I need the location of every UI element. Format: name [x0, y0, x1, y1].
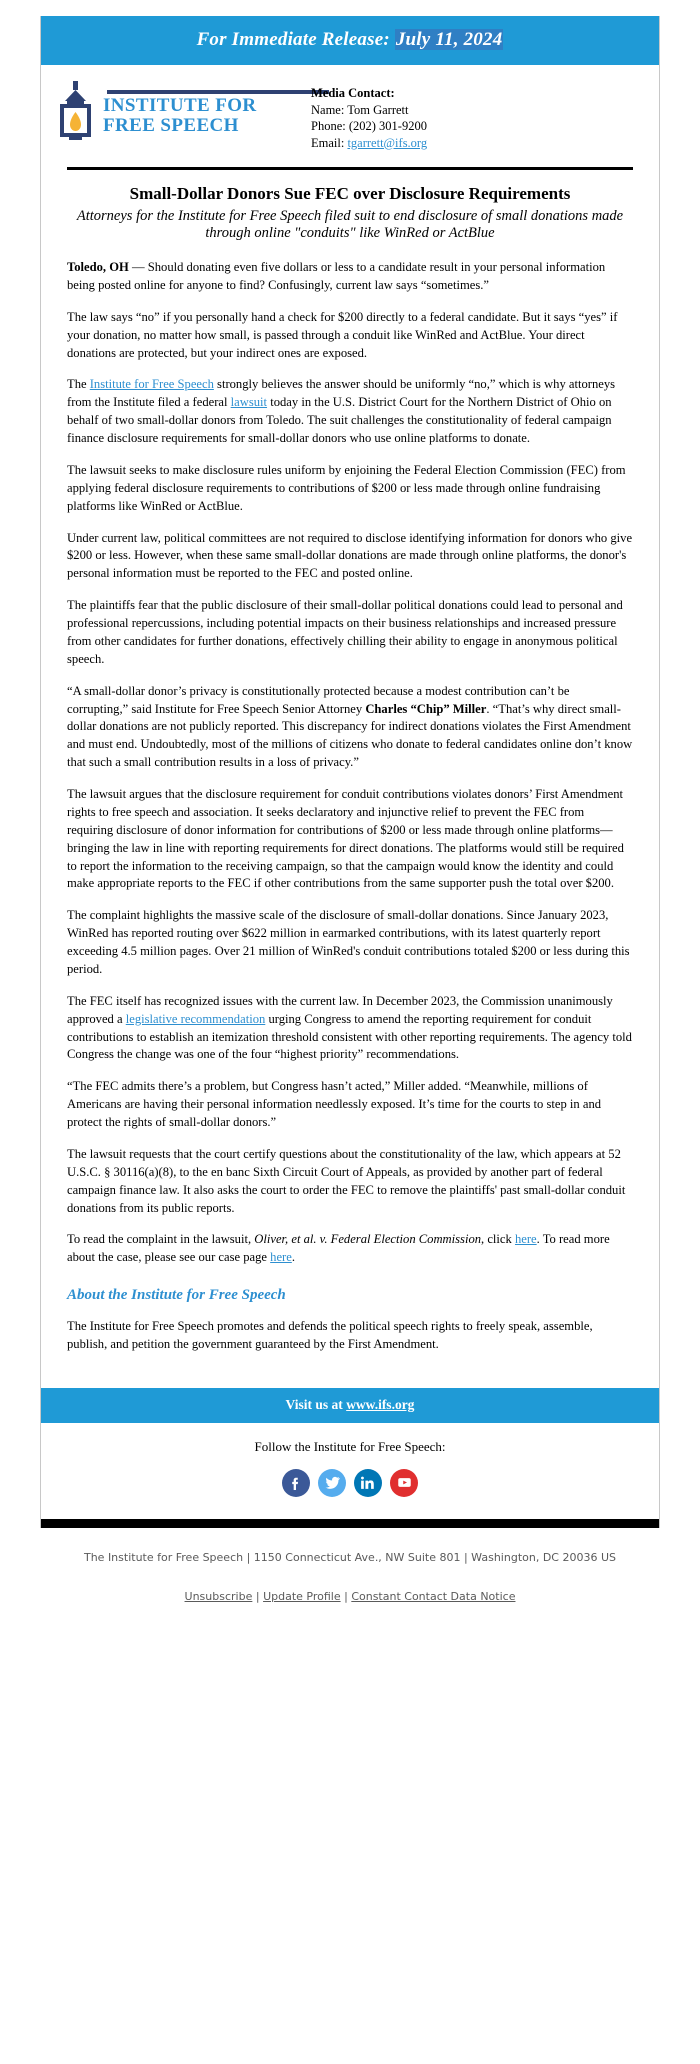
legal-separator-1: | — [252, 1590, 264, 1604]
paragraph-11-quote: “The FEC admits there’s a problem, but Congress hasn’t acted,” Miller added. “Meanwhile, millions of Americans are having their personal information needlessly exposed. It’s time for the courts to step in and protect the rights of small-dollar donors.” — [67, 1079, 602, 1130]
article-content — [41, 167, 659, 1374]
media-contact-email-link[interactable]: tgarrett@ifs.org — [347, 135, 428, 150]
footer-black-bar — [41, 1519, 659, 1528]
header-row — [41, 65, 659, 157]
legal-separator-2: | — [340, 1590, 352, 1604]
footer-legal-links — [0, 1574, 700, 1629]
follow-section — [41, 1423, 659, 1519]
dateline: Toledo, OH — [67, 260, 129, 275]
logo-block[interactable] — [55, 79, 295, 143]
logo-line-1: INSTITUTE FOR — [103, 95, 257, 116]
media-contact-title: Media Contact: — [311, 86, 395, 100]
youtube-icon[interactable] — [390, 1469, 418, 1497]
quote-text-a: “A small-dollar donor’s privacy is constitutionally protected because a modest contribution can’t be corrupting,” said Institute for Free Speech Senior Attorney — [67, 683, 570, 716]
paragraph-10-text-a: The FEC itself has recognized issues with the current law. In December 2023, the Commission unanimously approved a — [67, 993, 613, 1026]
media-contact-name: Name: Tom Garrett — [311, 102, 409, 117]
visit-prefix: Visit us at — [285, 1396, 347, 1412]
data-notice-link[interactable]: Constant Contact Data Notice — [351, 1590, 516, 1604]
subheadline: Attorneys for the Institute for Free Speech filed suit to end disclosure of small donations made through online "conduits" like WinRed or ActBlue — [76, 207, 624, 242]
complaint-here-link[interactable]: here — [514, 1232, 537, 1247]
paragraph-3-text-a: The — [67, 377, 90, 392]
paragraph-12: The lawsuit requests that the court certify questions about the constitutionality of the law, which appears at 52 U.S.C. § 30116(a)(8), to the en banc Sixth Circuit Court of Appeals, as provided by another part of federal campaign finance law. It also asks the court to order the FEC to remove the plaintiffs' past small-dollar conduit donations from its public reports. — [67, 1146, 626, 1215]
paragraph-7-quote — [67, 683, 633, 772]
media-contact-block — [295, 79, 427, 151]
media-contact-email-line — [311, 135, 427, 152]
paragraph-3 — [67, 376, 633, 448]
follow-label: Follow the Institute for Free Speech: — [254, 1438, 446, 1454]
facebook-icon[interactable] — [282, 1469, 310, 1497]
paragraph-3-text-c: today in the U.S. District Court for the Northern District of Ohio on behalf of two small-dollar donors from Toledo. The suit challenges the constitutionality of federal campaign finance disclosure requirements for small-dollar donors who use online platforms to donate. — [67, 395, 612, 446]
paragraph-3-text-b: strongly believes the answer should be uniformly “no,” which is why attorneys from the Institute filed a federal — [67, 377, 616, 410]
media-contact-phone: Phone: (202) 301-9200 — [311, 119, 427, 133]
legislative-recommendation-link[interactable]: legislative recommendation — [125, 1011, 266, 1026]
paragraph-5: Under current law, political committees are not required to disclose identifying information for donors who give $200 or less. However, when these same small-dollar donations are made through online platforms, the donor's personal information must be reported to the FEC and posted online. — [67, 530, 633, 581]
email-frame — [40, 16, 660, 1528]
visit-banner — [41, 1388, 659, 1423]
lawsuit-link[interactable]: lawsuit — [230, 395, 268, 410]
paragraph-4: The lawsuit seeks to make disclosure rules uniform by enjoining the Federal Election Commission (FEC) from applying federal disclosure requirements to contributions of $200 or less made through online fundraising platforms like WinRed or ActBlue. — [67, 462, 626, 513]
social-links-row — [41, 1455, 659, 1513]
about-paragraph: The Institute for Free Speech promotes and defends the political speech rights to freely speak, assemble, publish, and petition the government guaranteed by the First Amendment. — [67, 1319, 593, 1352]
page-title: Small-Dollar Donors Sue FEC over Disclosure Requirements — [129, 184, 571, 203]
release-banner-prefix: For Immediate Release: — [196, 29, 395, 50]
paragraph-1 — [67, 259, 633, 295]
update-profile-link[interactable]: Update Profile — [263, 1590, 341, 1604]
footer-address: The Institute for Free Speech | 1150 Connecticut Ave., NW Suite 801 | Washington, DC 20036 US — [83, 1550, 616, 1564]
case-page-here-link[interactable]: here — [270, 1250, 292, 1265]
headline-divider — [67, 167, 633, 170]
website-link[interactable]: www.ifs.org — [346, 1396, 415, 1412]
paragraph-8: The lawsuit argues that the disclosure requirement for conduit contributions violates donors’ First Amendment rights to free speech and association. It seeks declaratory and injunctive relief to prevent the FEC from requiring disclosure of donor information for contributions of $200 or less made through online platforms—bringing the law in line with reporting requirements for direct donations. The platforms would still be required to report the information to the receiving campaign, so that the campaign would know the identity and could make appropriate reports to the FEC if other contributions from the same supporter push the total over $200. — [67, 787, 624, 891]
paragraph-13 — [67, 1231, 633, 1267]
unsubscribe-link[interactable]: Unsubscribe — [184, 1590, 253, 1604]
institute-for-free-speech-link[interactable]: Institute for Free Speech — [89, 377, 214, 392]
release-banner — [41, 16, 659, 65]
paragraph-13-text-d: . — [291, 1250, 295, 1265]
case-name: Oliver, et al. v. Federal Election Commission — [254, 1232, 482, 1247]
media-contact-email-label: Email: — [311, 135, 348, 150]
quote-text-b: . “That’s why direct small-dollar donations are not publicly reported. This discrepancy for indirect donations violates the First Amendment and must end. Undoubtedly, most of the millions of citizens who donate to federal candidates online don’t know that such a small contribution results in a loss of privacy.” — [67, 701, 633, 770]
twitter-icon[interactable] — [318, 1469, 346, 1497]
paragraph-9: The complaint highlights the massive scale of the disclosure of small-dollar donations. Since January 2023, WinRed has reported routing over $622 million in earmarked contributions, with its latest quarterly report exceeding 4.5 million pages. Over 21 million of WinRed's conduit contributions totaled $200 or less during this period. — [67, 908, 630, 976]
release-banner-date: July 11, 2024 — [395, 29, 503, 50]
top-spacer — [0, 0, 700, 16]
paragraph-10 — [67, 993, 633, 1065]
about-heading: About the Institute for Free Speech — [67, 1287, 286, 1304]
attorney-name: Charles “Chip” Miller — [365, 701, 487, 716]
linkedin-icon[interactable] — [354, 1469, 382, 1497]
logo-line-2: FREE SPEECH — [103, 114, 239, 136]
paragraph-2: The law says “no” if you personally hand a check for $200 directly to a federal candidate. But it says “yes” if your donation, no matter how small, is passed through a conduit like WinRed and ActBlue. Your direct donations are protected, but your indirect ones are exposed. — [67, 309, 618, 360]
paragraph-6: The plaintiffs fear that the public disclosure of their small-dollar political donations could lead to personal and professional repercussions, including potential impacts on their business relationships and increased pressure from other candidates for further donations, effectively chilling their ability to engage in anonymous political speech. — [67, 598, 623, 666]
paragraph-1-text: — Should donating even five dollars or less to a candidate result in your personal information being posted online for anyone to find? Confusingly, current law says “sometimes.” — [67, 260, 606, 292]
paragraph-13-text-a: To read the complaint in the lawsuit, — [67, 1232, 255, 1247]
lamp-icon — [55, 79, 97, 143]
paragraph-13-text-b: , click — [481, 1232, 515, 1247]
paragraph-13-text-c: . To read more about the case, please see our case page — [67, 1232, 610, 1265]
paragraph-10-text-b: urging Congress to amend the reporting requirement for conduit contributions to establish an itemization threshold consistent with other reporting requirements. The agency told Congress the change was one of the four “highest priority” recommendations. — [67, 1011, 632, 1062]
